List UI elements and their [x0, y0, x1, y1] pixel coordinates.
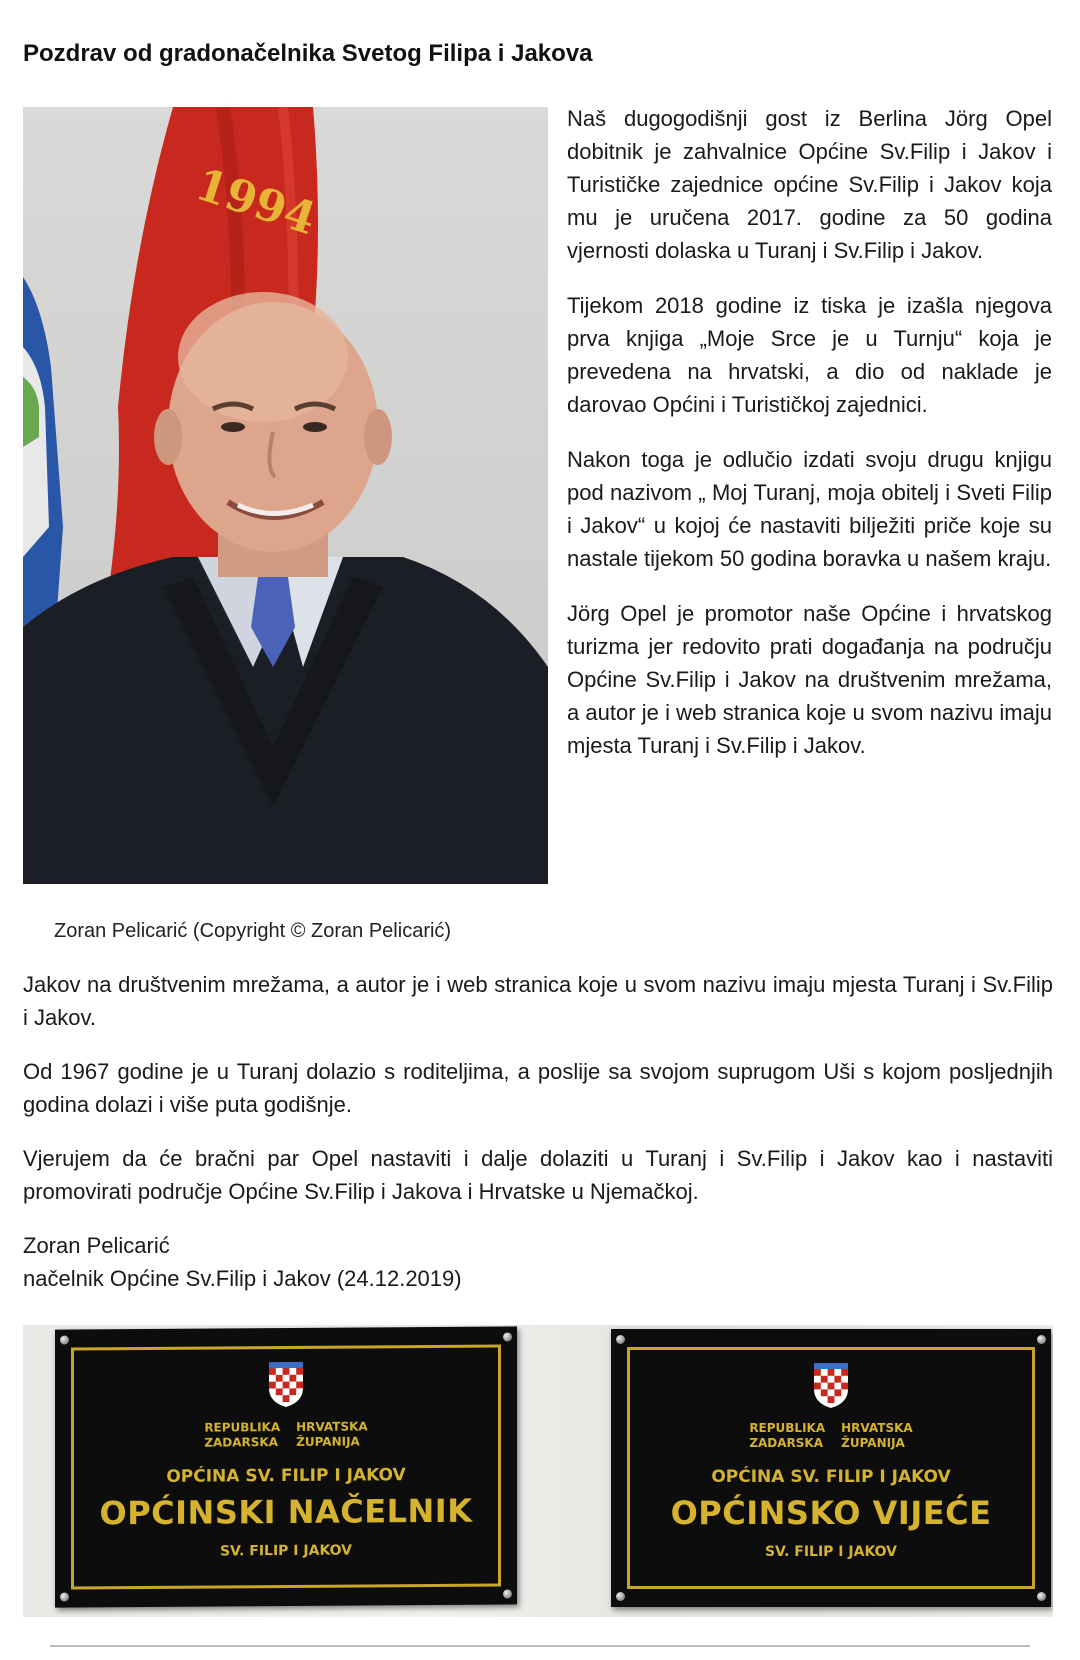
flag-lettering: 1994	[189, 158, 322, 246]
screw-icon	[1037, 1335, 1046, 1344]
municipality-label: OPĆINA SV. FILIP I JAKOV	[166, 1465, 406, 1487]
screw-icon	[503, 1589, 512, 1598]
intro-column	[567, 102, 1052, 784]
role-label: OPĆINSKO VIJEĆE	[670, 1494, 992, 1532]
portrait-photo	[23, 107, 548, 884]
role-label: OPĆINSKI NAČELNIK	[99, 1491, 473, 1533]
body-paragraph: Jakov na društvenim mrežama, a autor je i web stranica koje u svom nazivu imaju mjesta Turanj i Sv.Filip i Jakov.	[23, 972, 1053, 1030]
region-label	[55, 1418, 517, 1451]
place-label: SV. FILIP I JAKOV	[764, 1544, 898, 1560]
signature-title: načelnik Općine Sv.Filip i Jakov (24.12.2019)	[23, 1266, 462, 1291]
region-county: ŽUPANIJA	[841, 1436, 905, 1450]
intro-paragraph: Naš dugogodišnji gost iz Berlina Jörg Opel dobitnik je zahvalnice Općine Sv.Filip i Jakov i Turističke zajednice općine Sv.Filip i Jakov koja mu je uručena 2017. godine za 50 godina vjernosti dolaska u Turanj i Sv.Filip i Jakov.	[567, 106, 1052, 263]
plaque-council	[611, 1329, 1051, 1607]
coat-of-arms-icon	[267, 1360, 305, 1408]
screw-icon	[1037, 1592, 1046, 1601]
region-croatia: HRVATSKA	[841, 1421, 913, 1435]
intro-paragraph: Nakon toga je odlučio izdati svoju drugu knjigu pod nazivom „ Moj Turanj, moja obitelj i Sveti Filip i Jakov“ u kojoj će nastaviti bilježiti priče koje su nastale tijekom 50 godina boravka u našem kraju.	[567, 447, 1052, 571]
screw-icon	[616, 1335, 625, 1344]
region-county: ŽUPANIJA	[296, 1434, 360, 1449]
region-croatia: HRVATSKA	[296, 1419, 368, 1434]
region-zadar: ZADARSKA	[204, 1435, 279, 1450]
region-republic: REPUBLIKA	[749, 1421, 826, 1435]
footer-divider	[50, 1645, 1030, 1647]
page-title: Pozdrav od gradonačelnika Svetog Filipa i Jakova	[23, 40, 593, 67]
signature-block	[23, 1229, 1053, 1295]
signature-name: Zoran Pelicarić	[23, 1233, 170, 1258]
plaques-photo	[23, 1325, 1053, 1617]
screw-icon	[616, 1592, 625, 1601]
place-label: SV. FILIP I JAKOV	[219, 1542, 353, 1560]
municipality-label: OPĆINA SV. FILIP I JAKOV	[711, 1467, 951, 1487]
intro-paragraph: Tijekom 2018 godine iz tiska je izašla njegova prva knjiga „Moje Srce je u Turnju“ koja je prevedena na hrvatski, a dio od naklade je darovao Općini i Turističkoj zajednici.	[567, 293, 1052, 417]
eye-left	[221, 422, 245, 432]
screw-icon	[60, 1593, 69, 1602]
region-zadar: ZADARSKA	[749, 1436, 824, 1450]
intro-paragraph: Jörg Opel je promotor naše Općine i hrvatskog turizma jer redovito prati događanja na području Općine Sv.Filip i Jakov na društvenim mrežama, a autor je i web stranica koje u svom nazivu imaju mjesta Turanj i Sv.Filip i Jakov.	[567, 601, 1052, 758]
portrait-illustration	[23, 107, 548, 884]
body-text	[23, 968, 1053, 1295]
photo-caption: Zoran Pelicarić (Copyright © Zoran Pelicarić)	[54, 920, 452, 942]
region-label	[611, 1421, 1051, 1451]
plaque-mayor	[55, 1326, 517, 1607]
screw-icon	[60, 1336, 69, 1345]
coat-of-arms-icon	[812, 1361, 850, 1409]
screw-icon	[503, 1332, 512, 1341]
body-paragraph: Vjerujem da će bračni par Opel nastaviti i dalje dolaziti u Turanj i Sv.Filip i Jakov kao i nastaviti promovirati područje Općine Sv.Filip i Jakova i Hrvatske u Njemačkoj.	[23, 1146, 1053, 1204]
ear-left	[154, 409, 182, 465]
body-paragraph: Od 1967 godine je u Turanj dolazio s roditeljima, a poslije sa svojom suprugom Uši s kojom posljednjih godina dolazi i više puta godišnje.	[23, 1059, 1053, 1117]
eye-right	[303, 422, 327, 432]
region-republic: REPUBLIKA	[204, 1420, 281, 1435]
ear-right	[364, 409, 392, 465]
